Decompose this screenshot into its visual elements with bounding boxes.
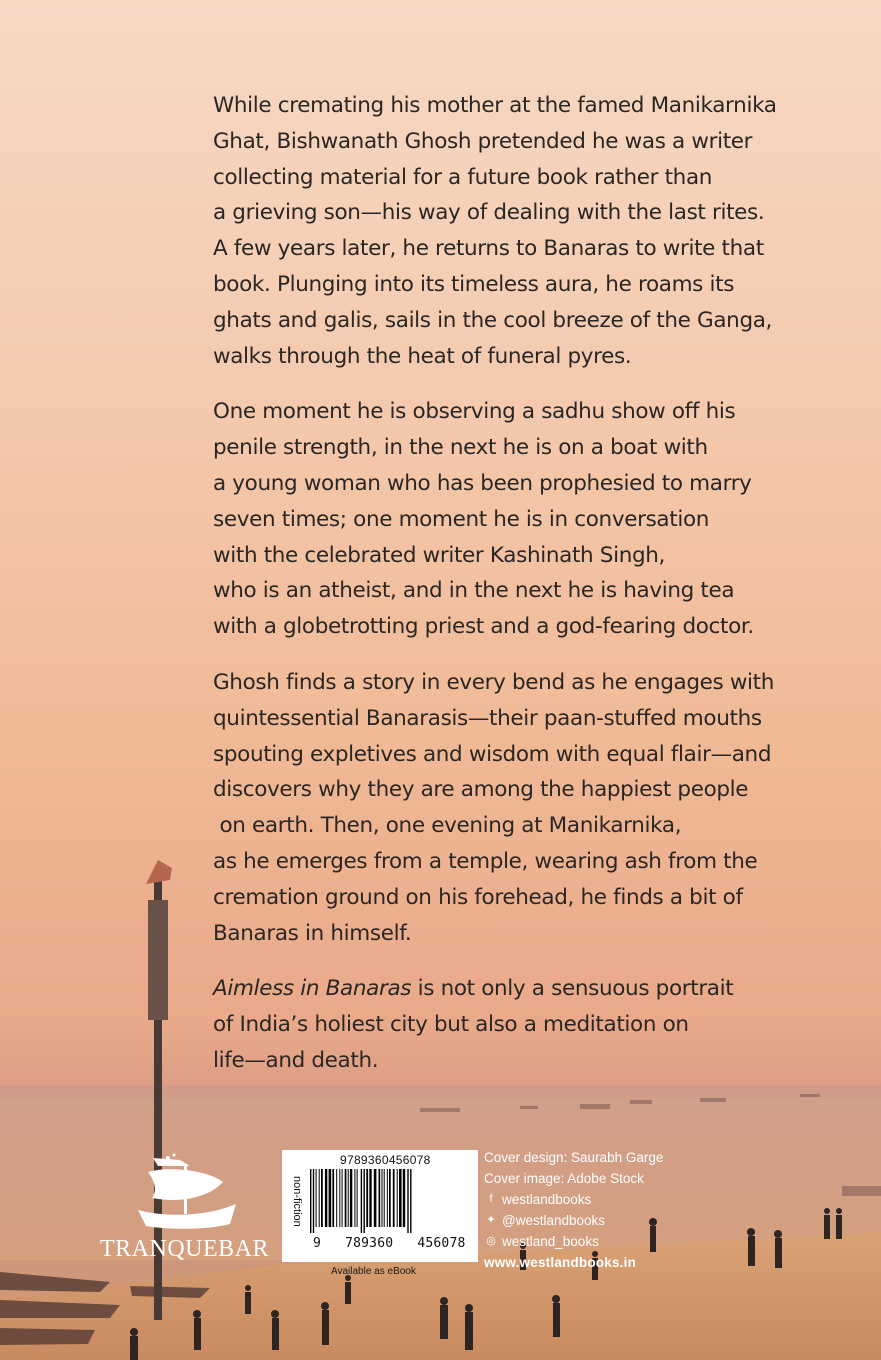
barcode-bar xyxy=(382,1169,383,1227)
blurb-line: walks through the heat of funeral pyres. xyxy=(213,343,632,369)
barcode-bar xyxy=(310,1169,311,1233)
barcode-bar xyxy=(361,1169,362,1233)
barcode-bar xyxy=(354,1169,355,1227)
barcode-bar xyxy=(410,1169,411,1233)
blurb-line: collecting material for a future book rather than xyxy=(213,164,713,190)
blurb-line: While cremating his mother at the famed Manikarnika xyxy=(213,93,777,118)
blurb-line: ghats and galis, sails in the cool breeze of the Ganga, xyxy=(213,307,773,333)
blurb-paragraph-4 xyxy=(213,971,823,1078)
barcode-bar xyxy=(399,1169,402,1227)
blurb-line-rest: is not only a sensuous portrait xyxy=(411,976,734,1002)
blurb-line: a young woman who has been prophesied to marry xyxy=(213,470,752,496)
barcode-bar xyxy=(345,1169,347,1227)
blurb-line: spouting expletives and wisdom with equal flair—and xyxy=(213,741,772,767)
barcode-bar xyxy=(316,1169,317,1227)
blurb-line: discovers why they are among the happiest people xyxy=(213,777,749,803)
blurb-line: of India’s holiest city but also a meditation on xyxy=(213,1012,689,1038)
facebook-link[interactable] xyxy=(484,1189,663,1210)
barcode-bar xyxy=(319,1169,320,1227)
barcode-bar xyxy=(379,1169,381,1227)
blurb-line: A few years later, he returns to Banaras to write that xyxy=(213,236,764,262)
twitter-link[interactable] xyxy=(484,1210,663,1231)
blurb-line xyxy=(213,971,823,1007)
facebook-handle: westlandbooks xyxy=(502,1192,592,1207)
ebook-note: Available as eBook xyxy=(331,1266,416,1277)
barcode-bar xyxy=(339,1169,340,1227)
cover-design-text: Cover design: Saurabh Garge xyxy=(484,1150,664,1165)
barcode-bar xyxy=(389,1169,391,1227)
blurb-line: penile strength, in the next he is on a boat with xyxy=(213,435,708,461)
genre-label: non-fiction xyxy=(291,1176,303,1227)
barcode-bar xyxy=(313,1169,314,1233)
barcode-bar xyxy=(350,1169,352,1227)
blurb-paragraph-1 xyxy=(213,88,823,374)
blurb-paragraph-3 xyxy=(213,665,823,951)
twitter-handle: @westlandbooks xyxy=(502,1213,606,1228)
blurb-line: Ghat, Bishwanath Ghosh pretended he was a writer xyxy=(213,128,753,154)
blurb-line: as he emerges from a temple, wearing ash from the xyxy=(213,848,758,874)
isbn-top: 9789360456078 xyxy=(340,1153,431,1167)
blurb-line: with the celebrated writer Kashinath Singh, xyxy=(213,542,666,568)
instagram-link[interactable] xyxy=(484,1231,663,1252)
barcode-bar xyxy=(325,1169,327,1227)
barcode-bar xyxy=(374,1169,377,1227)
barcode-bar xyxy=(369,1169,371,1227)
website-link[interactable] xyxy=(484,1252,663,1273)
barcode-bar xyxy=(329,1169,332,1227)
barcode-bar xyxy=(336,1169,337,1227)
blurb-line: with a globetrotting priest and a god-fearing doctor. xyxy=(213,614,754,640)
blurb-line: seven times; one moment he is in conversation xyxy=(213,506,710,532)
blurb-line: book. Plunging into its timeless aura, he roams its xyxy=(213,271,735,297)
twitter-icon: ✦ xyxy=(486,1214,496,1226)
barcode-bar xyxy=(397,1169,398,1227)
barcode-bar xyxy=(332,1169,334,1227)
isbn-bottom: 9 789360 456078 xyxy=(313,1236,466,1251)
blurb-line: cremation ground on his forehead, he finds a bit of xyxy=(213,884,743,910)
barcode-bar xyxy=(393,1169,395,1227)
blurb-line: One moment he is observing a sadhu show off his xyxy=(213,399,736,425)
facebook-icon: f xyxy=(489,1193,493,1205)
barcode-bar xyxy=(364,1169,365,1233)
barcode-bar xyxy=(321,1169,323,1227)
blurb-paragraph-2 xyxy=(213,394,823,645)
barcode-bar xyxy=(384,1169,385,1227)
barcode-bar xyxy=(387,1169,388,1227)
barcode-bar xyxy=(366,1169,368,1227)
barcode-bars xyxy=(308,1169,468,1233)
website-url: www.westlandbooks.in xyxy=(484,1255,637,1270)
blurb-line: a grieving son—his way of dealing with the last rites. xyxy=(213,200,765,226)
book-title: Aimless in Banaras xyxy=(213,976,412,1002)
blurb-line: Ghosh finds a story in every bend as he engages with xyxy=(213,669,775,695)
barcode-bar xyxy=(403,1169,405,1227)
cover-image-credit xyxy=(484,1168,663,1189)
credits-block xyxy=(484,1147,663,1273)
blurb-line: quintessential Banarasis—their paan-stuffed mouths xyxy=(213,705,762,731)
barcode-bar xyxy=(342,1169,343,1227)
instagram-icon: ◎ xyxy=(486,1235,496,1247)
barcode-bar xyxy=(407,1169,408,1233)
instagram-handle: westland_books xyxy=(502,1234,599,1249)
blurb-line: Banaras in himself. xyxy=(213,920,412,946)
blurb-line: life—and death. xyxy=(213,1047,379,1073)
cover-design-credit xyxy=(484,1147,663,1168)
blurb-line: who is an atheist, and in the next he is having tea xyxy=(213,578,735,604)
barcode-bar xyxy=(348,1169,349,1227)
cover-image-text: Cover image: Adobe Stock xyxy=(484,1171,644,1186)
blurb-line: on earth. Then, one evening at Manikarnika, xyxy=(213,813,682,839)
barcode-bar xyxy=(357,1169,358,1227)
book-blurb xyxy=(213,88,823,1099)
publisher-imprint: TRANQUEBAR xyxy=(100,1236,270,1262)
